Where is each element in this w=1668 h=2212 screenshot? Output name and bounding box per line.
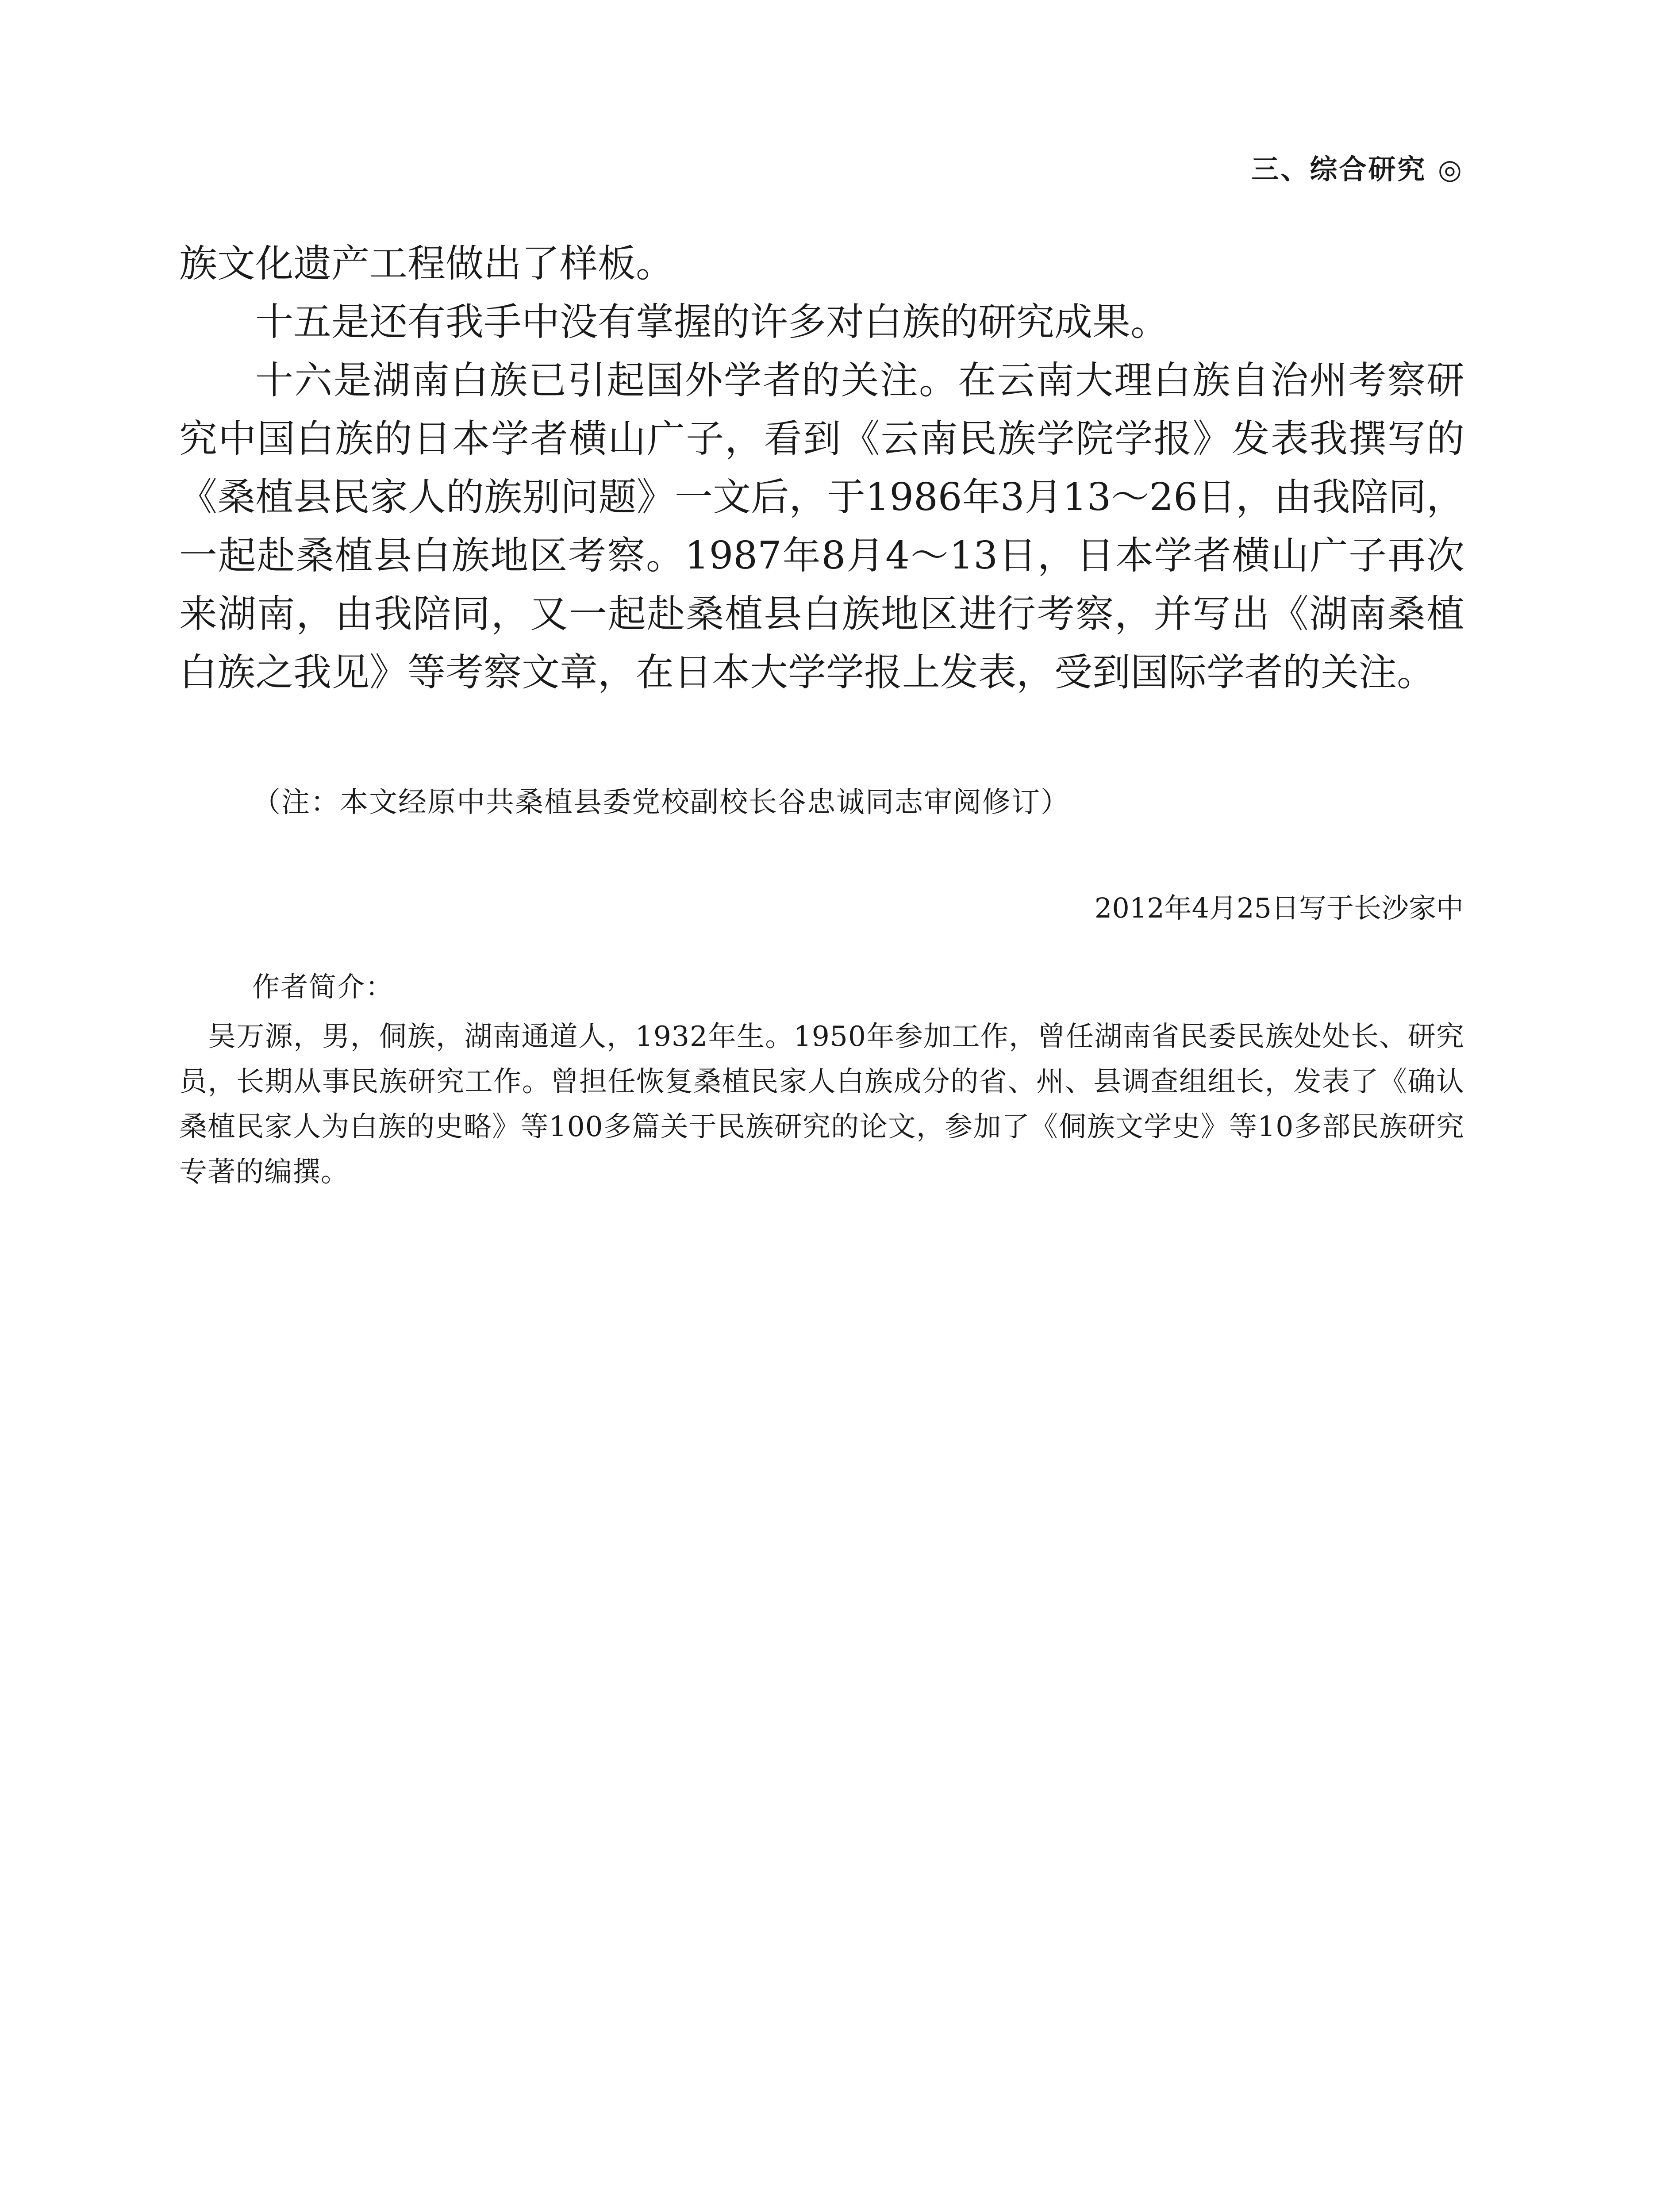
editorial-note: （注：本文经原中共桑植县委党校副校长谷忠诚同志审阅修订）: [252, 786, 1070, 819]
paragraph: 十六是湖南白族已引起国外学者的关注。在云南大理白族自治州考察研究中国白族的日本学者横山广子，看到《云南民族学院学报》发表我撰写的《桑植县民家人的族别问题》一文后，于1986年3月13～26日，由我陪同，一起赴桑植县白族地区考察。1987年8月4～13日，日本学者横山广子再次来湖南，由我陪同，又一起赴桑植县白族地区进行考察，并写出《湖南桑植白族之我见》等考察文章，在日本大学学报上发表，受到国际学者的关注。: [179, 358, 1464, 695]
author-bio-text: 吴万源，男，侗族，湖南通道人，1932年生。1950年参加工作，曾任湖南省民委民族处处长、研究员，长期从事民族研究工作。曾担任恢复桑植民家人白族成分的省、州、县调查组组长，发表了《确认桑植民家人为白族的史略》等100多篇关于民族研究的论文，参加了《侗族文学史》等10多部民族研究专著的编撰。: [179, 1020, 1464, 1188]
paragraph: 族文化遗产工程做出了样板。: [179, 242, 674, 286]
paragraph: 十五是还有我手中没有掌握的许多对白族的研究成果。: [255, 300, 1168, 344]
date-signoff: 2012年4月25日写于长沙家中: [1094, 892, 1464, 924]
running-head: 三、综合研究 ◎: [1251, 153, 1464, 185]
author-bio-heading: 作者简介：: [252, 971, 394, 1003]
body-text: [179, 234, 1464, 702]
